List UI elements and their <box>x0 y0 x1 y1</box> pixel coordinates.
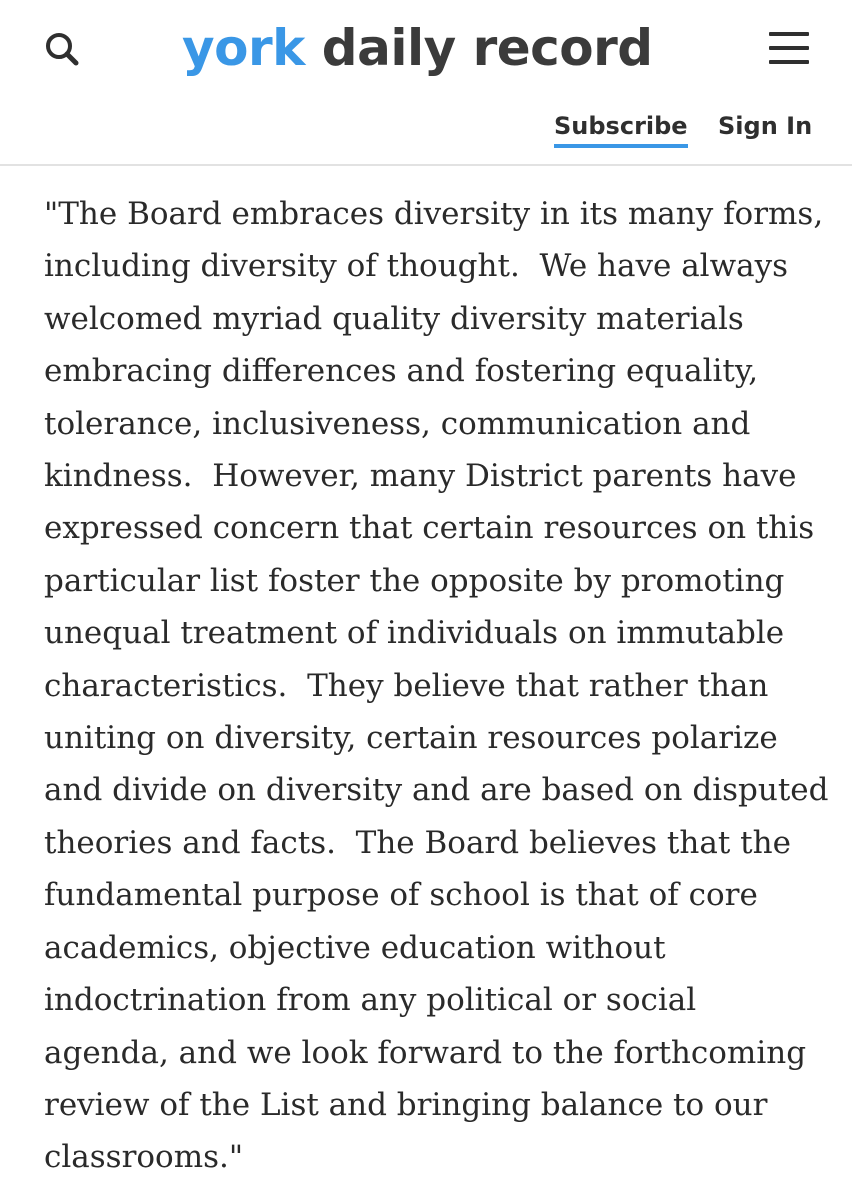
paragraph-line: theories and facts. The Board believes that the <box>44 824 791 861</box>
paragraph-line: kindness. However, many District parents have <box>44 458 797 495</box>
paragraph-line: and divide on diversity and are based on disputed <box>44 772 829 809</box>
site-header <box>0 0 852 166</box>
paragraph-line: welcomed myriad quality diversity materials <box>44 300 744 337</box>
paragraph-line: embracing differences and fostering equality, <box>44 353 759 390</box>
paragraph-line: uniting on diversity, certain resources polarize <box>44 720 778 757</box>
sign-in-link[interactable]: Sign In <box>718 112 813 140</box>
paragraph-line: fundamental purpose of school is that of core <box>44 877 758 914</box>
paragraph-line: academics, objective education without <box>44 929 666 966</box>
search-icon <box>38 26 86 74</box>
paragraph-line: "The Board embraces diversity in its many forms, <box>44 196 824 232</box>
article-body <box>44 188 834 1184</box>
paragraph-line: agenda, and we look forward to the forthcoming <box>44 1034 807 1071</box>
paragraph-line: including diversity of thought. We have always <box>44 248 789 285</box>
hamburger-menu-icon-bar <box>769 46 809 50</box>
paragraph-line: particular list foster the opposite by promoting <box>44 562 785 599</box>
hamburger-menu-icon <box>769 32 809 36</box>
subscribe-link[interactable]: Subscribe <box>554 110 688 148</box>
paragraph-line: indoctrination from any political or social <box>44 982 697 1019</box>
paragraph-line: characteristics. They believe that rather than <box>44 667 769 704</box>
logo-daily-record: daily record <box>321 19 653 77</box>
site-logo[interactable] <box>182 8 653 88</box>
paragraph-line: unequal treatment of individuals on immutable <box>44 615 785 652</box>
quote-paragraph <box>44 188 834 1184</box>
paragraph-line: tolerance, inclusiveness, communication and <box>44 405 751 442</box>
search-button[interactable] <box>38 26 86 74</box>
menu-button[interactable] <box>766 28 814 68</box>
paragraph-line: review of the List and bringing balance to our <box>44 1086 768 1123</box>
paragraph-line: classrooms." <box>44 1139 244 1176</box>
hamburger-menu-icon-bar <box>769 60 809 64</box>
paragraph-line: expressed concern that certain resources on this <box>44 510 815 547</box>
logo-york: york <box>182 19 305 77</box>
